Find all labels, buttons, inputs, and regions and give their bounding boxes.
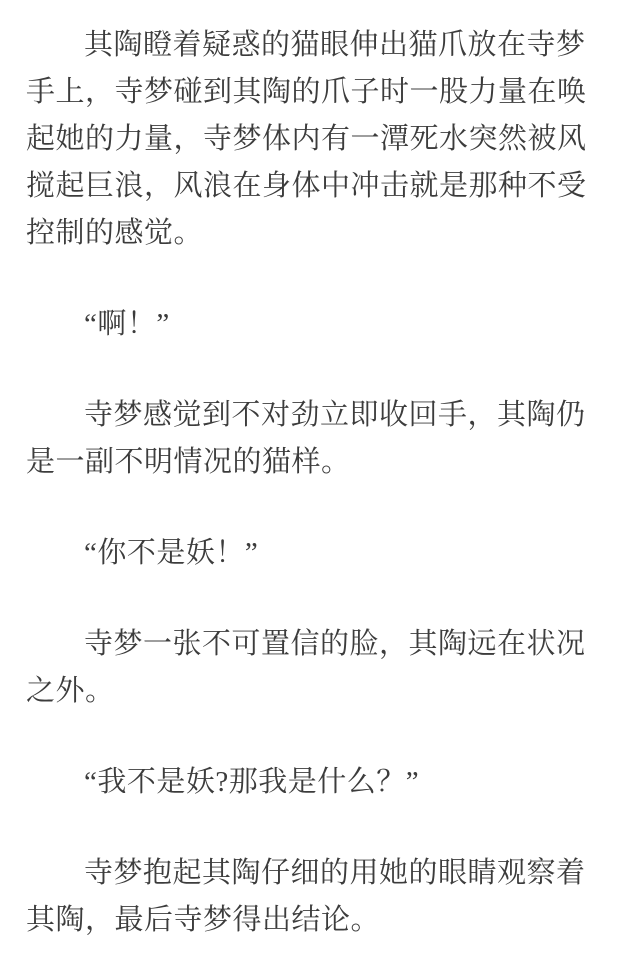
paragraph: “我不是妖?那我是什么？” [84, 766, 420, 798]
paragraph: 寺梦一张不可置信的脸，其陶远在状况之外。 [26, 628, 586, 707]
paragraph: “啊！” [84, 308, 170, 340]
paragraph: “你不是妖！” [84, 537, 259, 569]
paragraph: 其陶瞪着疑惑的猫眼伸出猫爪放在寺梦手上，寺梦碰到其陶的爪子时一股力量在唤起她的力量，寺梦体内有一潭死水突然被风搅起巨浪，风浪在身体中冲击就是那种不受控制的感觉。 [26, 29, 587, 249]
paragraph: 寺梦感觉到不对劲立即收回手，其陶仍是一副不明情况的猫样。 [26, 399, 586, 478]
paragraph: 寺梦抱起其陶仔细的用她的眼睛观察着其陶，最后寺梦得出结论。 [26, 857, 586, 936]
